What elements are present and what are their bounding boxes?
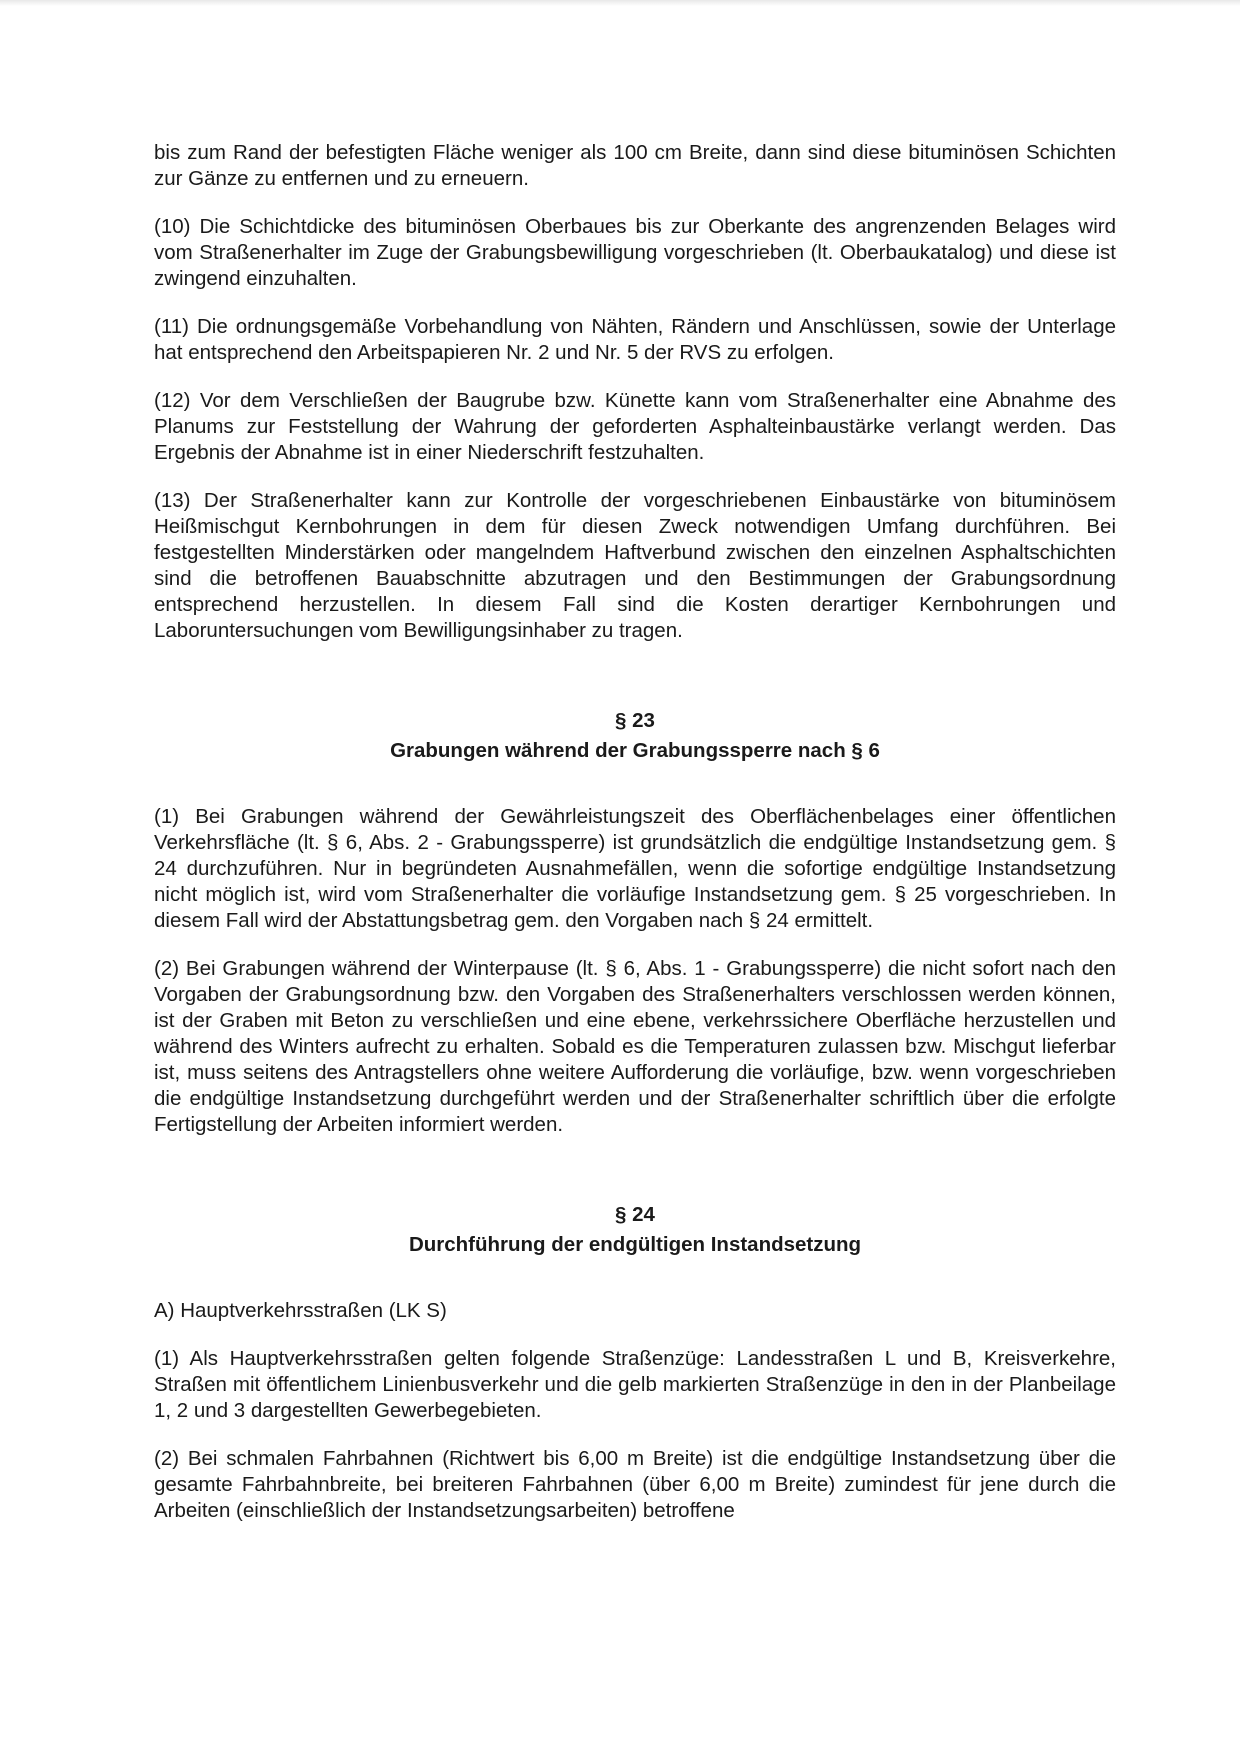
paragraph-11: (11) Die ordnungsgemäße Vorbehandlung von Nähten, Rändern und Anschlüssen, sowie der Unterlage hat entsprechend den Arbeitspapieren Nr. 2 und Nr. 5 der RVS zu erfolgen. [154,315,1116,364]
subsection-heading: A) Hauptverkehrsstraßen (LK S) [154,1299,447,1322]
paragraph-12: (12) Vor dem Verschließen der Baugrube bzw. Künette kann vom Straßenerhalter eine Abnahme des Planums zur Feststellung der Wahrung der geforderten Asphalteinbaustärke verlangt werden. Das Ergebnis der Abnahme ist in einer Niederschrift festzuhalten. [154,389,1116,464]
section-title: Grabungen während der Grabungssperre nach § 6 [390,739,880,762]
section-23-heading [154,706,1116,766]
section-24-heading [154,1200,1116,1260]
section-23-paragraph-2: (2) Bei Grabungen während der Winterpause (lt. § 6, Abs. 1 - Grabungssperre) die nicht sofort nach den Vorgaben der Grabungsordnung bzw. den Vorgaben des Straßenerhalters verschlossen werden können, ist der Graben mit Beton zu verschließen und eine ebene, verkehrssichere Oberfläche herzustellen und während des Winters aufrecht zu erhalten. Sobald es die Temperaturen zulassen bzw. Mischgut lieferbar ist, muss seitens des Antragstellers ohne weitere Aufforderung die vorläufige, bzw. wenn vorgeschrieben die endgültige Instandsetzung durchgeführt werden und der Straßenerhalter schriftlich über die erfolgte Fertigstellung der Arbeiten informiert werden. [154,957,1116,1136]
paragraph-10: (10) Die Schichtdicke des bituminösen Oberbaues bis zur Oberkante des angrenzenden Belages wird vom Straßenerhalter im Zuge der Grabungsbewilligung vorgeschrieben (lt. Oberbaukatalog) und diese ist zwingend einzuhalten. [154,215,1116,290]
paragraph-13: (13) Der Straßenerhalter kann zur Kontrolle der vorgeschriebenen Einbaustärke von bituminösem Heißmischgut Kernbohrungen in dem für diesen Zweck notwendigen Umfang durchführen. Bei festgestellten Minderstärken oder mangelndem Haftverbund zwischen den einzelnen Asphaltschichten sind die betroffenen Bauabschnitte abzutragen und den Bestimmungen der Grabungsordnung entsprechend herzustellen. In diesem Fall sind die Kosten derartiger Kernbohrungen und Laboruntersuchungen vom Bewilligungsinhaber zu tragen. [154,489,1116,642]
section-24-paragraph-1: (1) Als Hauptverkehrsstraßen gelten folgende Straßenzüge: Landesstraßen L und B, Kreisverkehre, Straßen mit öffentlichem Linienbusverkehr und die gelb markierten Straßenzüge in den in der Planbeilage 1, 2 und 3 dargestellten Gewerbegebieten. [154,1347,1116,1422]
section-title: Durchführung der endgültigen Instandsetzung [408,1233,862,1256]
section-number: § 23 [615,709,655,732]
section-number: § 24 [615,1203,655,1226]
scan-edge [0,0,1240,6]
section-24-paragraph-2: (2) Bei schmalen Fahrbahnen (Richtwert bis 6,00 m Breite) ist die endgültige Instandsetzung über die gesamte Fahrbahnbreite, bei breiteren Fahrbahnen (über 6,00 m Breite) zumindest für jene durch die Arbeiten (einschließlich der Instandsetzungsarbeiten) betroffene [154,1447,1116,1522]
section-23-paragraph-1: (1) Bei Grabungen während der Gewährleistungszeit des Oberflächenbelages einer öffentlichen Verkehrsfläche (lt. § 6, Abs. 2 - Grabungssperre) ist grundsätzlich die endgültige Instandsetzung gem. § 24 durchzuführen. Nur in begründeten Ausnahmefällen, wenn die sofortige endgültige Instandsetzung nicht möglich ist, wird vom Straßenerhalter die vorläufige Instandsetzung gem. § 25 vorgeschrieben. In diesem Fall wird der Abstattungsbetrag gem. den Vorgaben nach § 24 ermittelt. [154,805,1116,932]
paragraph-continuation: bis zum Rand der befestigten Fläche weniger als 100 cm Breite, dann sind diese bituminösen Schichten zur Gänze zu entfernen und zu erneuern. [154,141,1116,190]
